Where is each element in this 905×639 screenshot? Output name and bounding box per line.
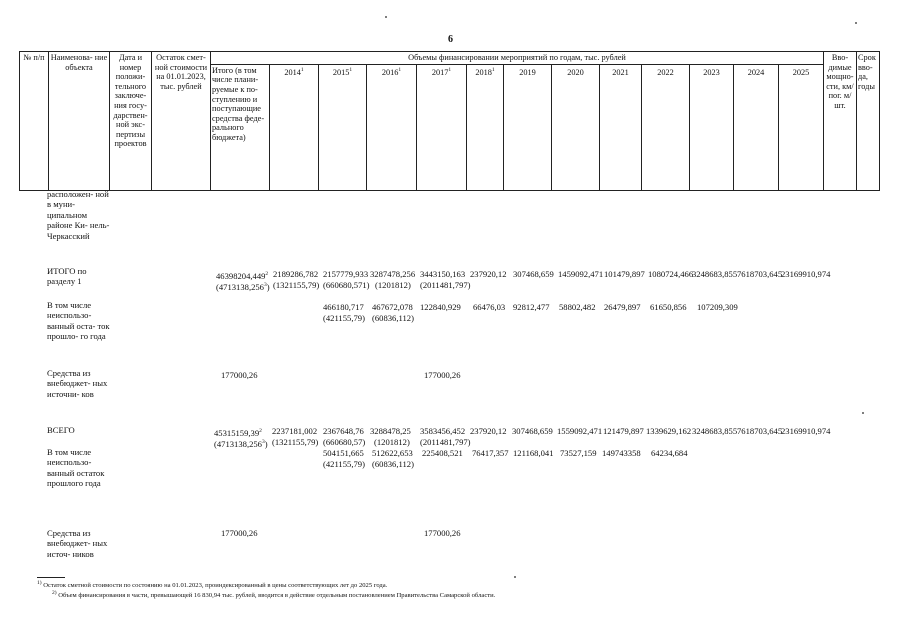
cell-unused2-2016: 512622,653 bbox=[372, 448, 413, 458]
cell-itogo-2017: 3443150,163 bbox=[420, 269, 466, 279]
cell-itogo-2018: 237920,12 bbox=[470, 269, 507, 279]
cell-vsego-2015-fed: (660680,57) bbox=[323, 437, 366, 447]
header-name: Наименова- ние объекта bbox=[49, 52, 110, 191]
cell-vsego-2024: 7618703,645 bbox=[737, 426, 783, 436]
cell-unused2-2015: 504151,665 bbox=[323, 448, 364, 458]
row-label-continued: расположен- ной в муни- ципальном районе Ки- нель- Черкасский bbox=[47, 189, 110, 241]
cell-unused1-2016: 467672,078 bbox=[372, 302, 413, 312]
header-remainder: Остаток смет- ной стоимости на 01.01.2023, тыс. рублей bbox=[152, 52, 211, 191]
cell-unused1-2015-fed: (421155,79) bbox=[323, 313, 365, 323]
header-year: 2014$^1$ bbox=[270, 64, 319, 190]
cell-unused1-2021: 26479,897 bbox=[604, 302, 641, 312]
cell-extra2-2017: 177000,26 bbox=[424, 528, 461, 538]
cell-unused1-2016-fed: (60836,112) bbox=[372, 313, 414, 323]
row-label-extra-1: Средства из внебюджет- ных источни- ков bbox=[47, 368, 108, 399]
footnote-1: $^{1)}$ Остаток сметной стоимости по состоянию на 01.01.2023, проиндексированный в цены соответствующих лет до 2025 года. bbox=[37, 580, 388, 590]
header-year: 2019 bbox=[504, 64, 552, 190]
cell-unused2-2019: 121168,041 bbox=[513, 448, 554, 458]
cell-unused2-2015-fed: (421155,79) bbox=[323, 459, 365, 469]
header-year: 2021 bbox=[600, 64, 642, 190]
cell-unused2-2016-fed: (60836,112) bbox=[372, 459, 414, 469]
cell-itogo-2022: 1080724,466 bbox=[648, 269, 694, 279]
header-year: 2023 bbox=[690, 64, 734, 190]
header-volume: Объемы финансировании мероприятий по годам, тыс. рублей bbox=[211, 52, 824, 65]
header-date: Дата и номер положи- тельного заключе- ния госу- дарствен- ной экс- пертизы проектов bbox=[110, 52, 152, 191]
row-label-vsego: ВСЕГО bbox=[47, 425, 75, 435]
cell-itogo-2014: 2189286,782 bbox=[273, 269, 319, 279]
header-total: Итого (в том числе плани- руемые к по- ступлению и поступающие средства феде- рального бюджета) bbox=[211, 64, 270, 190]
row-label-extra-2: Средства из внебюджет- ных источ- ников bbox=[47, 528, 108, 559]
cell-itogo-2023: 3248683,855 bbox=[692, 269, 738, 279]
cell-unused2-2017: 225408,521 bbox=[422, 448, 463, 458]
row-label-unused-2: В том числе неиспользо- ванный остаток прошлого года bbox=[47, 447, 105, 489]
scan-speck bbox=[862, 412, 864, 414]
cell-vsego-2023: 3248683,855 bbox=[692, 426, 738, 436]
cell-unused2-2021: 149743358 bbox=[602, 448, 641, 458]
cell-unused1-2017: 122840,929 bbox=[420, 302, 461, 312]
cell-vsego-2016: 3288478,25 bbox=[370, 426, 411, 436]
cell-vsego-2025: 23169910,974 bbox=[781, 426, 831, 436]
header-year: 2015$^1$ bbox=[319, 64, 367, 190]
cell-vsego-2017: 3583456,452 bbox=[420, 426, 466, 436]
cell-itogo-2016: 3287478,256 bbox=[370, 269, 416, 279]
cell-vsego-total: 45315159,39$^2$ bbox=[214, 427, 262, 438]
cell-vsego-2017-fed: (2011481,797) bbox=[420, 437, 471, 447]
cell-itogo-2021: 101479,897 bbox=[604, 269, 645, 279]
cell-unused1-2023: 107209,309 bbox=[697, 302, 738, 312]
header-year: 2017$^1$ bbox=[417, 64, 467, 190]
cell-unused1-2020: 58802,482 bbox=[559, 302, 596, 312]
cell-unused2-2022: 64234,684 bbox=[651, 448, 688, 458]
cell-itogo-2019: 307468,659 bbox=[513, 269, 554, 279]
cell-itogo-2020: 1459092,471 bbox=[558, 269, 604, 279]
cell-itogo-total: 46398204,449$^2$ bbox=[216, 270, 269, 281]
table-header bbox=[19, 51, 880, 191]
cell-unused1-2015: 466180,717 bbox=[323, 302, 364, 312]
page-number: 6 bbox=[448, 34, 453, 45]
cell-vsego-2020: 1559092,471 bbox=[557, 426, 603, 436]
cell-itogo-2015: 2157779,933 bbox=[323, 269, 369, 279]
header-year: 2016$^1$ bbox=[367, 64, 417, 190]
cell-extra1-2017: 177000,26 bbox=[424, 370, 461, 380]
cell-vsego-2019: 307468,659 bbox=[512, 426, 553, 436]
cell-unused1-2022: 61650,856 bbox=[650, 302, 687, 312]
cell-vsego-total-fed: (4713138,256$^3$) bbox=[214, 438, 268, 449]
row-label-unused-1: В том числе неиспользо- ванный оста- ток прошло- го года bbox=[47, 300, 110, 342]
cell-itogo-2016-fed: (1201812) bbox=[375, 280, 411, 290]
header-year: 2025 bbox=[779, 64, 824, 190]
scan-speck bbox=[514, 576, 516, 578]
header-year: 2024 bbox=[734, 64, 779, 190]
cell-itogo-2025: 23169910,974 bbox=[781, 269, 831, 279]
scan-speck bbox=[385, 16, 387, 18]
header-no: № п/п bbox=[20, 52, 49, 191]
footnote-rule bbox=[37, 577, 65, 578]
header-year: 2020 bbox=[552, 64, 600, 190]
cell-itogo-2015-fed: (660680,571) bbox=[323, 280, 370, 290]
cell-vsego-2021: 121479,897 bbox=[603, 426, 644, 436]
cell-vsego-2022: 1339629,162 bbox=[646, 426, 692, 436]
cell-unused2-2020: 73527,159 bbox=[560, 448, 597, 458]
cell-vsego-2014: 2237181,002 bbox=[272, 426, 318, 436]
cell-vsego-2014-fed: (1321155,79) bbox=[272, 437, 319, 447]
cell-itogo-2024: 7618703,645 bbox=[737, 269, 783, 279]
header-year: 2022 bbox=[642, 64, 690, 190]
row-label-itogo: ИТОГО по разделу 1 bbox=[47, 266, 87, 287]
cell-itogo-2017-fed: (2011481,797) bbox=[420, 280, 471, 290]
cell-extra1-total: 177000,26 bbox=[221, 370, 258, 380]
cell-extra2-total: 177000,26 bbox=[221, 528, 258, 538]
header-capacity: Вво- димые мощно- сти, км/пог. м/шт. bbox=[824, 52, 857, 191]
header-term: Срок вво- да, годы bbox=[857, 52, 880, 191]
cell-unused1-2018: 66476,03 bbox=[473, 302, 506, 312]
cell-unused1-2019: 92812,477 bbox=[513, 302, 550, 312]
header-year: 2018$^1$ bbox=[467, 64, 504, 190]
cell-vsego-2018: 237920,12 bbox=[470, 426, 507, 436]
cell-vsego-2016-fed: (1201812) bbox=[374, 437, 410, 447]
cell-itogo-total-fed: (4713138,256$^3$) bbox=[216, 281, 270, 292]
cell-vsego-2015: 2367648,76 bbox=[323, 426, 364, 436]
cell-unused2-2018: 76417,357 bbox=[472, 448, 509, 458]
scan-speck bbox=[855, 22, 857, 24]
footnote-2: $^{2)}$ Объем финансирования в части, превышающей 16 830,94 тыс. рублей, вводится в действие отдельным постановлением Правительства Самарской области. bbox=[52, 590, 496, 600]
cell-itogo-2014-fed: (1321155,79) bbox=[273, 280, 320, 290]
